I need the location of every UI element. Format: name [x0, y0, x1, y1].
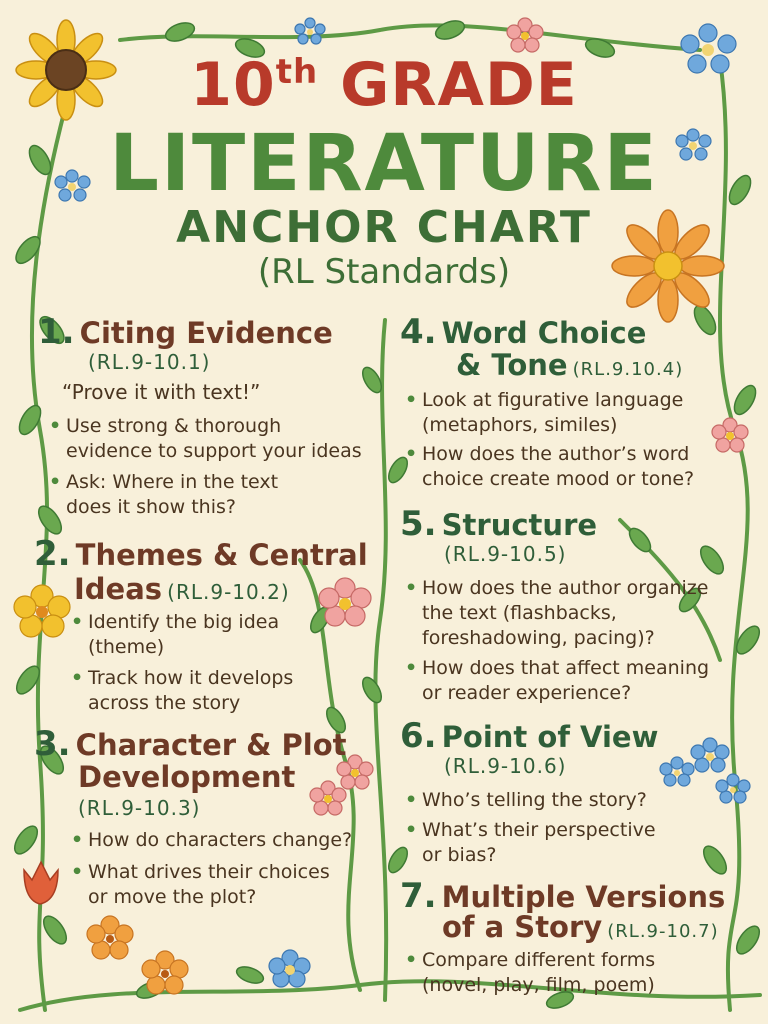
section-code: (RL.9-10.2) — [167, 580, 290, 604]
section-multiple-versions — [400, 876, 740, 1006]
bullet-item: • How does the author’s word choice create mood or tone? — [405, 443, 695, 490]
section-word-choice — [400, 312, 730, 502]
section-code: (RL.9-10.1) — [88, 350, 211, 374]
bullet-item: • Identify the big idea (theme) — [71, 611, 280, 658]
section-number: 2. — [34, 534, 71, 574]
grade-heading — [0, 52, 768, 118]
bullet-item: • Compare different forms (novel, play, film, poem) — [405, 949, 656, 996]
bullet-item: • Who’s telling the story? — [405, 789, 647, 811]
section-number: 3. — [34, 724, 71, 764]
section-title: Themes & Central — [75, 538, 368, 572]
bullet-item: • Track how it develops across the story — [71, 667, 294, 714]
bullet-item: • What drives their choices or move the plot? — [71, 861, 330, 908]
section-code: (RL.9.10.4) — [572, 359, 684, 380]
section-point-of-view — [400, 716, 700, 876]
bullet-item: • How do characters change? — [71, 829, 353, 851]
section-code: (RL.9-10.5) — [444, 542, 567, 566]
subject-heading: LITERATURE — [109, 119, 659, 209]
chart-subtitle: ANCHOR CHART — [176, 202, 592, 253]
section-code: (RL.9-10.7) — [607, 921, 719, 942]
section-title: Word Choice — [441, 316, 647, 350]
bullet-item: • How does that affect meaning or reader experience? — [405, 657, 710, 704]
bullet-item: • Look at figurative language (metaphors, similes) — [405, 389, 684, 436]
section-code: (RL.9-10.3) — [78, 796, 201, 820]
section-title-cont: Ideas — [74, 572, 163, 606]
section-title-cont: Development — [78, 760, 296, 794]
bullet-item: • Ask: Where in the text does it show this? — [49, 471, 279, 518]
grade-word: GRADE — [340, 50, 578, 120]
section-number: 7. — [400, 876, 437, 916]
bullet-item: • How does the author organize the text (flashbacks, foreshadowing, pacing)? — [405, 577, 709, 649]
section-title: Structure — [441, 508, 598, 542]
standards-label: (RL Standards) — [257, 252, 511, 292]
section-title: Point of View — [441, 720, 659, 754]
section-title-cont: & Tone — [456, 348, 568, 382]
section-quote: “Prove it with text!” — [62, 380, 261, 404]
grade-number: 10 — [190, 50, 276, 120]
section-number: 4. — [400, 312, 437, 352]
grade-suffix: th — [275, 52, 319, 92]
section-character-plot — [34, 724, 379, 914]
section-themes — [34, 534, 374, 724]
section-number: 5. — [400, 504, 437, 544]
section-structure — [400, 504, 730, 704]
section-title-cont: of a Story — [442, 910, 603, 944]
section-code: (RL.9-10.6) — [444, 754, 567, 778]
section-title: Citing Evidence — [79, 316, 333, 350]
section-title: Character & Plot — [75, 728, 347, 762]
section-citing-evidence — [38, 312, 368, 527]
bullet-item: • Use strong & thorough evidence to support your ideas — [49, 415, 362, 462]
section-number: 6. — [400, 716, 437, 756]
bullet-item: • What’s their perspective or bias? — [405, 819, 656, 866]
section-number: 1. — [38, 312, 75, 352]
orange-flowers-decoration — [87, 916, 188, 994]
section-title: Multiple Versions — [441, 880, 726, 914]
